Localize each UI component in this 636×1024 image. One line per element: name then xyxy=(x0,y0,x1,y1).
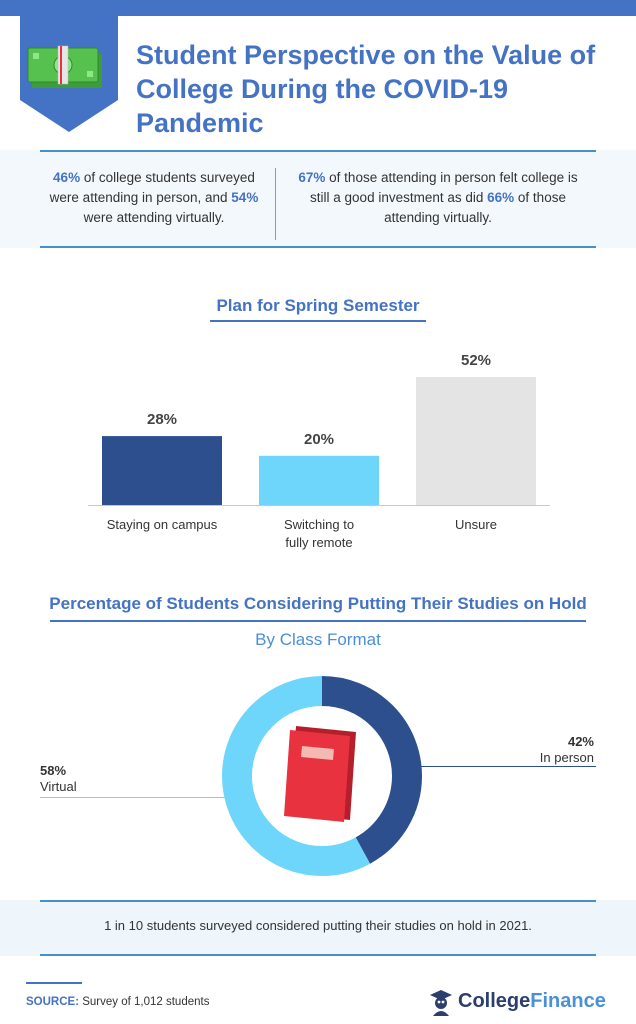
donut-chart-title: Percentage of Students Considering Putting Their Studies on Hold xyxy=(49,594,587,613)
bar-chart-title: Plan for Spring Semester xyxy=(216,296,420,315)
header-ribbon xyxy=(20,0,118,132)
brand-part-1: College xyxy=(458,990,531,1012)
bar-category-label: fully remote xyxy=(285,535,353,550)
bar-category-label: Staying on campus xyxy=(106,517,218,532)
bar-chart xyxy=(0,340,636,560)
donut-chart-title-underline xyxy=(50,620,586,622)
bar-value-label: 52% xyxy=(460,352,492,369)
stat-text: of those attending virtually. xyxy=(384,190,566,225)
donut-chart xyxy=(0,660,636,890)
bar-value-label: 28% xyxy=(146,411,178,429)
bar-category-label: Switching to xyxy=(283,517,355,532)
bar-value-label: 20% xyxy=(303,430,335,448)
bottom-top-line xyxy=(40,900,596,902)
title-line-2: College During the COVID-19 Pandemic xyxy=(136,74,509,138)
title-line-1: Student Perspective on the Value of xyxy=(136,40,596,70)
donut-chart-subtitle: By Class Format xyxy=(255,630,381,649)
book-icon xyxy=(284,726,356,822)
stats-top-line xyxy=(40,150,596,152)
bottom-bottom-line xyxy=(40,954,596,956)
virtual-value-label: 58% xyxy=(40,763,67,778)
stat-investment xyxy=(288,168,588,228)
stat-pct-virtual: 66% xyxy=(487,190,515,205)
bar-2 xyxy=(259,456,379,505)
bar-category-label: Unsure xyxy=(455,517,497,532)
virtual-name-label: Virtual xyxy=(40,779,77,794)
bar-1 xyxy=(102,436,222,505)
stat-divider xyxy=(275,168,276,240)
source xyxy=(26,996,209,1008)
stat-text: of college students surveyed were attending in person, and xyxy=(49,170,255,205)
bottom-note: 1 in 10 students surveyed considered putting their studies on hold in 2021. xyxy=(104,918,532,933)
bar-3 xyxy=(416,377,536,505)
in-person-name-label: In person xyxy=(539,750,594,765)
source-text: Survey of 1,012 students xyxy=(79,996,210,1008)
stats-bottom-line xyxy=(40,246,596,248)
page-title xyxy=(136,38,626,140)
stat-text: were attending virtually. xyxy=(83,210,225,225)
brand-name xyxy=(458,990,606,1013)
stat-attendance xyxy=(40,168,268,228)
bar-chart-title-underline xyxy=(210,320,426,322)
brand-part-2: Finance xyxy=(530,990,606,1012)
source-line xyxy=(26,982,82,984)
stat-pct-in-person: 67% xyxy=(298,170,326,185)
money-icon xyxy=(28,46,102,88)
stat-pct-in-person: 46% xyxy=(53,170,81,185)
in-person-value-label: 42% xyxy=(567,734,594,749)
graduate-icon xyxy=(430,990,452,1016)
stat-text: of those attending in person felt college is still a good investment as did xyxy=(310,170,578,205)
source-label: SOURCE: xyxy=(26,996,80,1008)
stat-pct-virtual: 54% xyxy=(231,190,259,205)
